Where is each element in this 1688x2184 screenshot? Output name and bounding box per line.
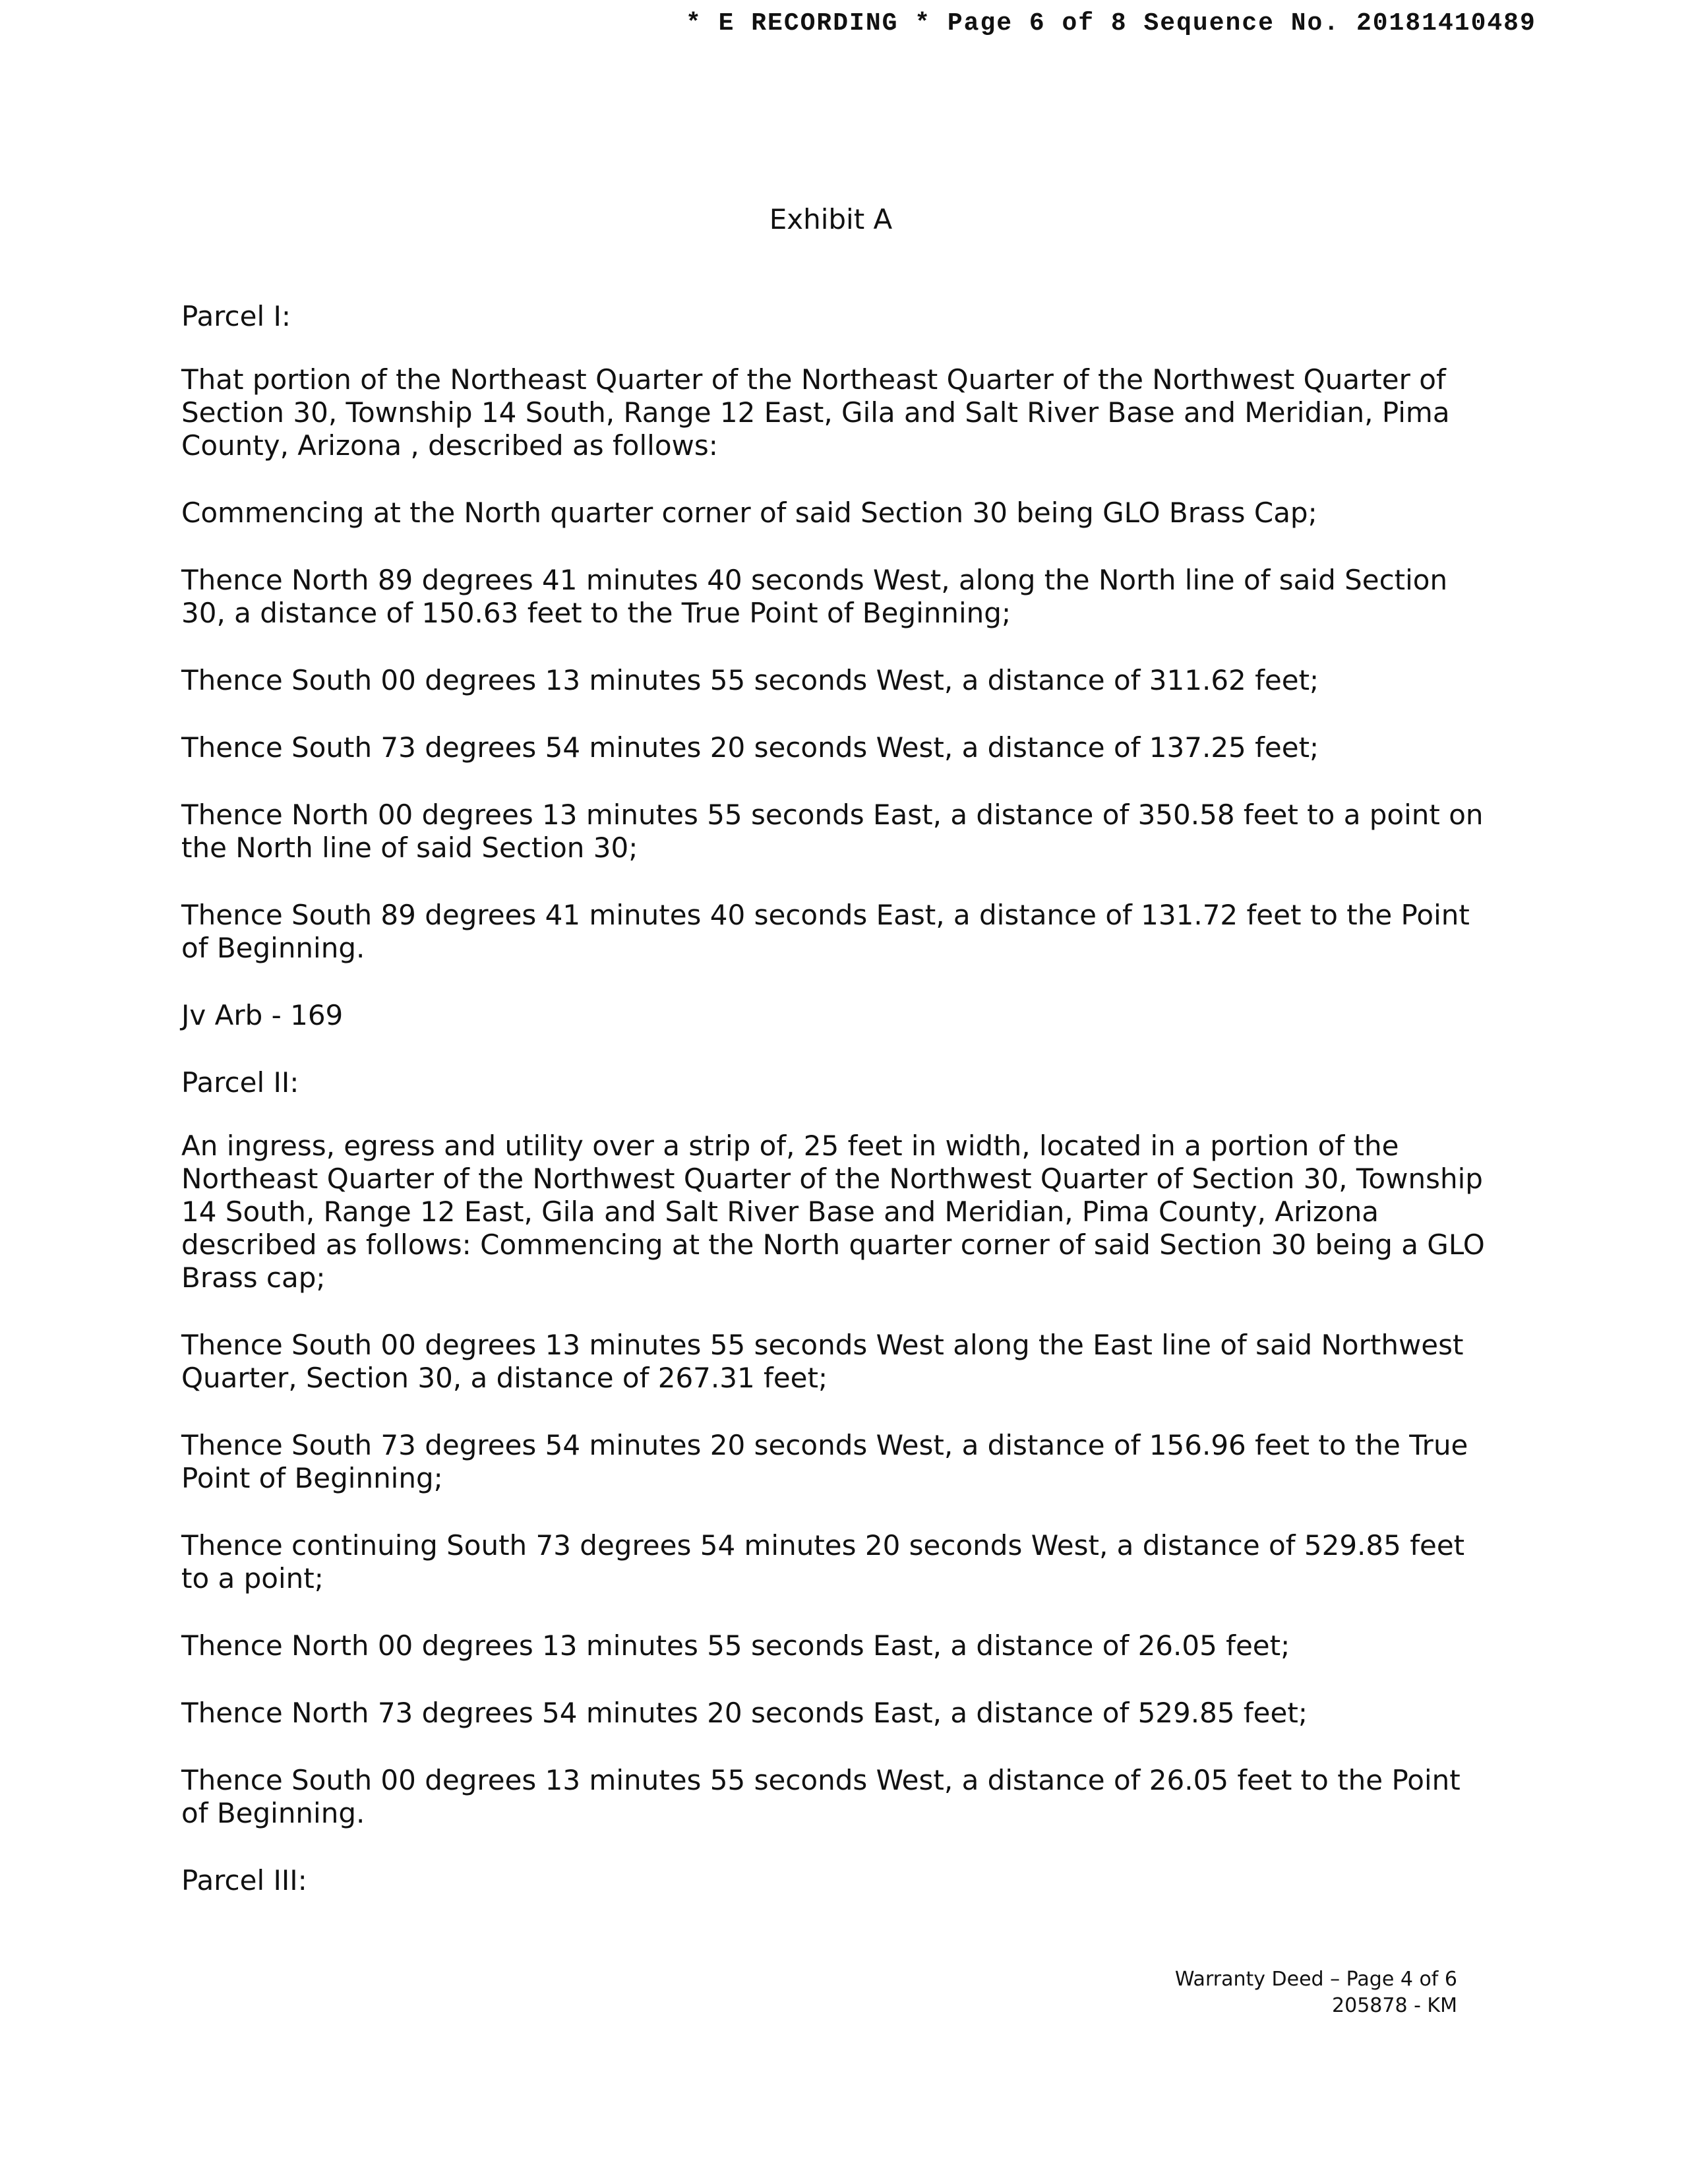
page-footer bbox=[1175, 1966, 1457, 2019]
parcel-3-heading: Parcel III: bbox=[181, 1864, 307, 1896]
parcel-2-intro: An ingress, egress and utility over a strip of, 25 feet in width, located in a portion of the Northeast Quarter of the Northwest Quarter of the Northwest Quarter of Section 30, Township 14 South, Range 12 East, Gila and Salt River Base and Meridian, Pima County, Arizona described as follows: Commencing at the North quarter corner of said Section 30 being a GLO Brass cap; bbox=[181, 1130, 1485, 1294]
parcel-1-call-3: Thence South 00 degrees 13 minutes 55 seconds West, a distance of 311.62 feet; bbox=[181, 664, 1319, 696]
recording-header: * E RECORDING * Page 6 of 8 Sequence No. 20181410489 bbox=[686, 9, 1536, 38]
parcel-2-call-1: Thence South 00 degrees 13 minutes 55 seconds West along the East line of said Northwest Quarter, Section 30, a distance of 267.31 feet; bbox=[181, 1329, 1464, 1394]
parcel-1-call-6: Thence South 89 degrees 41 minutes 40 seconds East, a distance of 131.72 feet to the Point of Beginning. bbox=[181, 899, 1470, 964]
exhibit-title: Exhibit A bbox=[769, 203, 893, 235]
parcel-2-call-3: Thence continuing South 73 degrees 54 minutes 20 seconds West, a distance of 529.85 feet to a point; bbox=[181, 1529, 1465, 1594]
parcel-2-heading: Parcel II: bbox=[181, 1066, 299, 1099]
parcel-1-reference: Jv Arb - 169 bbox=[181, 999, 344, 1031]
parcel-2-call-2: Thence South 73 degrees 54 minutes 20 seconds West, a distance of 156.96 feet to the True Point of Beginning; bbox=[181, 1429, 1468, 1494]
footer-file-number: 205878 - KM bbox=[1332, 1994, 1457, 2017]
parcel-1-call-5: Thence North 00 degrees 13 minutes 55 seconds East, a distance of 350.58 feet to a point on the North line of said Section 30; bbox=[181, 799, 1484, 864]
legal-description bbox=[181, 300, 1493, 1927]
parcel-1-call-1: Commencing at the North quarter corner of said Section 30 being GLO Brass Cap; bbox=[181, 497, 1317, 529]
parcel-1-intro: That portion of the Northeast Quarter of the Northeast Quarter of the Northwest Quarter of Section 30, Township 14 South, Range 12 East, Gila and Salt River Base and Meridian, Pima County, Arizona , described as follows: bbox=[181, 363, 1450, 462]
footer-deed-page: Warranty Deed – Page 4 of 6 bbox=[1174, 1968, 1457, 1991]
parcel-1-heading: Parcel I: bbox=[181, 300, 291, 332]
parcel-2-call-4: Thence North 00 degrees 13 minutes 55 seconds East, a distance of 26.05 feet; bbox=[181, 1629, 1290, 1662]
parcel-2-call-5: Thence North 73 degrees 54 minutes 20 seconds East, a distance of 529.85 feet; bbox=[181, 1697, 1308, 1729]
parcel-1-call-2: Thence North 89 degrees 41 minutes 40 seconds West, along the North line of said Section 30, a distance of 150.63 feet to the True Point of Beginning; bbox=[181, 564, 1448, 629]
parcel-1-call-4: Thence South 73 degrees 54 minutes 20 seconds West, a distance of 137.25 feet; bbox=[181, 731, 1319, 764]
parcel-2-call-6: Thence South 00 degrees 13 minutes 55 seconds West, a distance of 26.05 feet to the Point of Beginning. bbox=[181, 1764, 1461, 1829]
